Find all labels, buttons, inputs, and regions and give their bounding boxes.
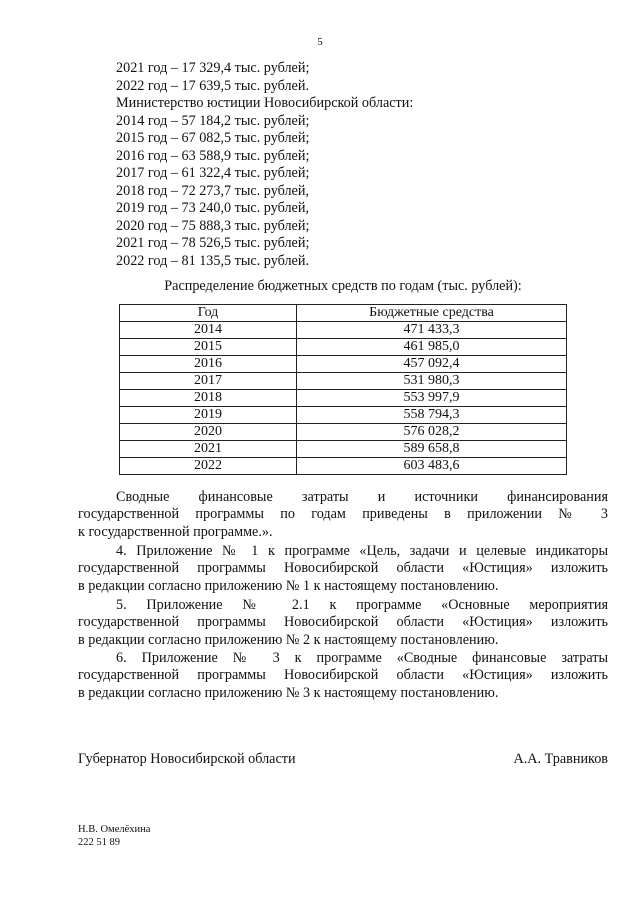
table-row (120, 424, 567, 441)
header-budget: Бюджетные средства (297, 305, 567, 322)
page-number: 5 (317, 36, 323, 48)
table-row (120, 441, 567, 458)
table-row (120, 458, 567, 475)
paragraph-item-6 (78, 650, 608, 702)
cell-budget: 576 028,2 (297, 424, 567, 441)
header-year: Год (120, 305, 297, 322)
paragraph-line: Сводные финансовые затраты и источники финансирования (116, 489, 608, 505)
table-row (120, 407, 567, 424)
cell-budget: 531 980,3 (297, 373, 567, 390)
funding-line: 2021 год – 17 329,4 тыс. рублей; (116, 60, 310, 76)
table-row (120, 356, 567, 373)
paragraph-line: 5. Приложение № 2.1 к программе «Основные мероприятия (116, 597, 608, 613)
funding-line: 2019 год – 73 240,0 тыс. рублей, (116, 200, 309, 216)
funding-line: 2022 год – 17 639,5 тыс. рублей. (116, 77, 309, 94)
paragraph-item-5 (78, 597, 608, 649)
paragraph-line: государственной программы Новосибирской области «Юстиция» изложить (78, 560, 608, 577)
table-caption: Распределение бюджетных средств по годам (тыс. рублей): (164, 278, 522, 294)
funding-line: 2020 год – 75 888,3 тыс. рублей; (116, 217, 310, 234)
cell-budget: 553 997,9 (297, 390, 567, 407)
signature-block (78, 751, 608, 768)
cell-budget: 461 985,0 (297, 339, 567, 356)
paragraph-line: к государственной программе.». (78, 523, 273, 540)
table-row (120, 322, 567, 339)
table-header-row (120, 305, 567, 322)
funding-line: 2014 год – 57 184,2 тыс. рублей; (116, 112, 310, 129)
table-row (120, 339, 567, 356)
cell-year: 2019 (120, 407, 297, 424)
funding-line: 2017 год – 61 322,4 тыс. рублей; (116, 165, 310, 181)
paragraph-summary (78, 489, 608, 541)
funding-line: 2015 год – 67 082,5 тыс. рублей; (116, 130, 310, 146)
paragraph-line: государственной программы Новосибирской области «Юстиция» изложить (78, 614, 608, 631)
funding-line: 2021 год – 78 526,5 тыс. рублей; (116, 235, 310, 251)
cell-year: 2021 (120, 441, 297, 458)
paragraph-item-4 (78, 543, 608, 595)
signatory-name: А.А. Травников (513, 751, 608, 767)
cell-budget: 471 433,3 (297, 322, 567, 339)
cell-year: 2017 (120, 373, 297, 390)
cell-budget: 558 794,3 (297, 407, 567, 424)
cell-budget: 457 092,4 (297, 356, 567, 373)
signatory-position: Губернатор Новосибирской области (78, 751, 296, 767)
cell-year: 2014 (120, 322, 297, 339)
funding-lines (116, 60, 576, 270)
cell-budget: 589 658,8 (297, 441, 567, 458)
cell-year: 2018 (120, 390, 297, 407)
ministry-heading: Министерство юстиции Новосибирской области: (116, 95, 414, 111)
table-row (120, 373, 567, 390)
paragraph-line: государственной программы по годам приведены в приложении № 3 (78, 506, 608, 523)
paragraph-line: 4. Приложение № 1 к программе «Цель, задачи и целевые индикаторы (116, 543, 608, 559)
funding-line: 2018 год – 72 273,7 тыс. рублей, (116, 182, 309, 199)
paragraph-line: 6. Приложение № 3 к программе «Сводные финансовые затраты (116, 650, 608, 666)
executor-name: Н.В. Омелёхина (78, 824, 151, 835)
paragraph-line: государственной программы Новосибирской области «Юстиция» изложить (78, 667, 608, 684)
paragraph-line: в редакции согласно приложению № 2 к настоящему постановлению. (78, 631, 499, 648)
executor-phone: 222 51 89 (78, 837, 120, 848)
budget-table (119, 304, 567, 475)
cell-budget: 603 483,6 (297, 458, 567, 475)
cell-year: 2016 (120, 356, 297, 373)
table-row (120, 390, 567, 407)
executor-block (78, 823, 150, 849)
cell-year: 2015 (120, 339, 297, 356)
paragraph-line: в редакции согласно приложению № 1 к настоящему постановлению. (78, 577, 499, 594)
funding-line: 2016 год – 63 588,9 тыс. рублей; (116, 147, 310, 164)
paragraph-line: в редакции согласно приложению № 3 к настоящему постановлению. (78, 684, 499, 701)
cell-year: 2020 (120, 424, 297, 441)
cell-year: 2022 (120, 458, 297, 475)
funding-line: 2022 год – 81 135,5 тыс. рублей. (116, 252, 309, 269)
